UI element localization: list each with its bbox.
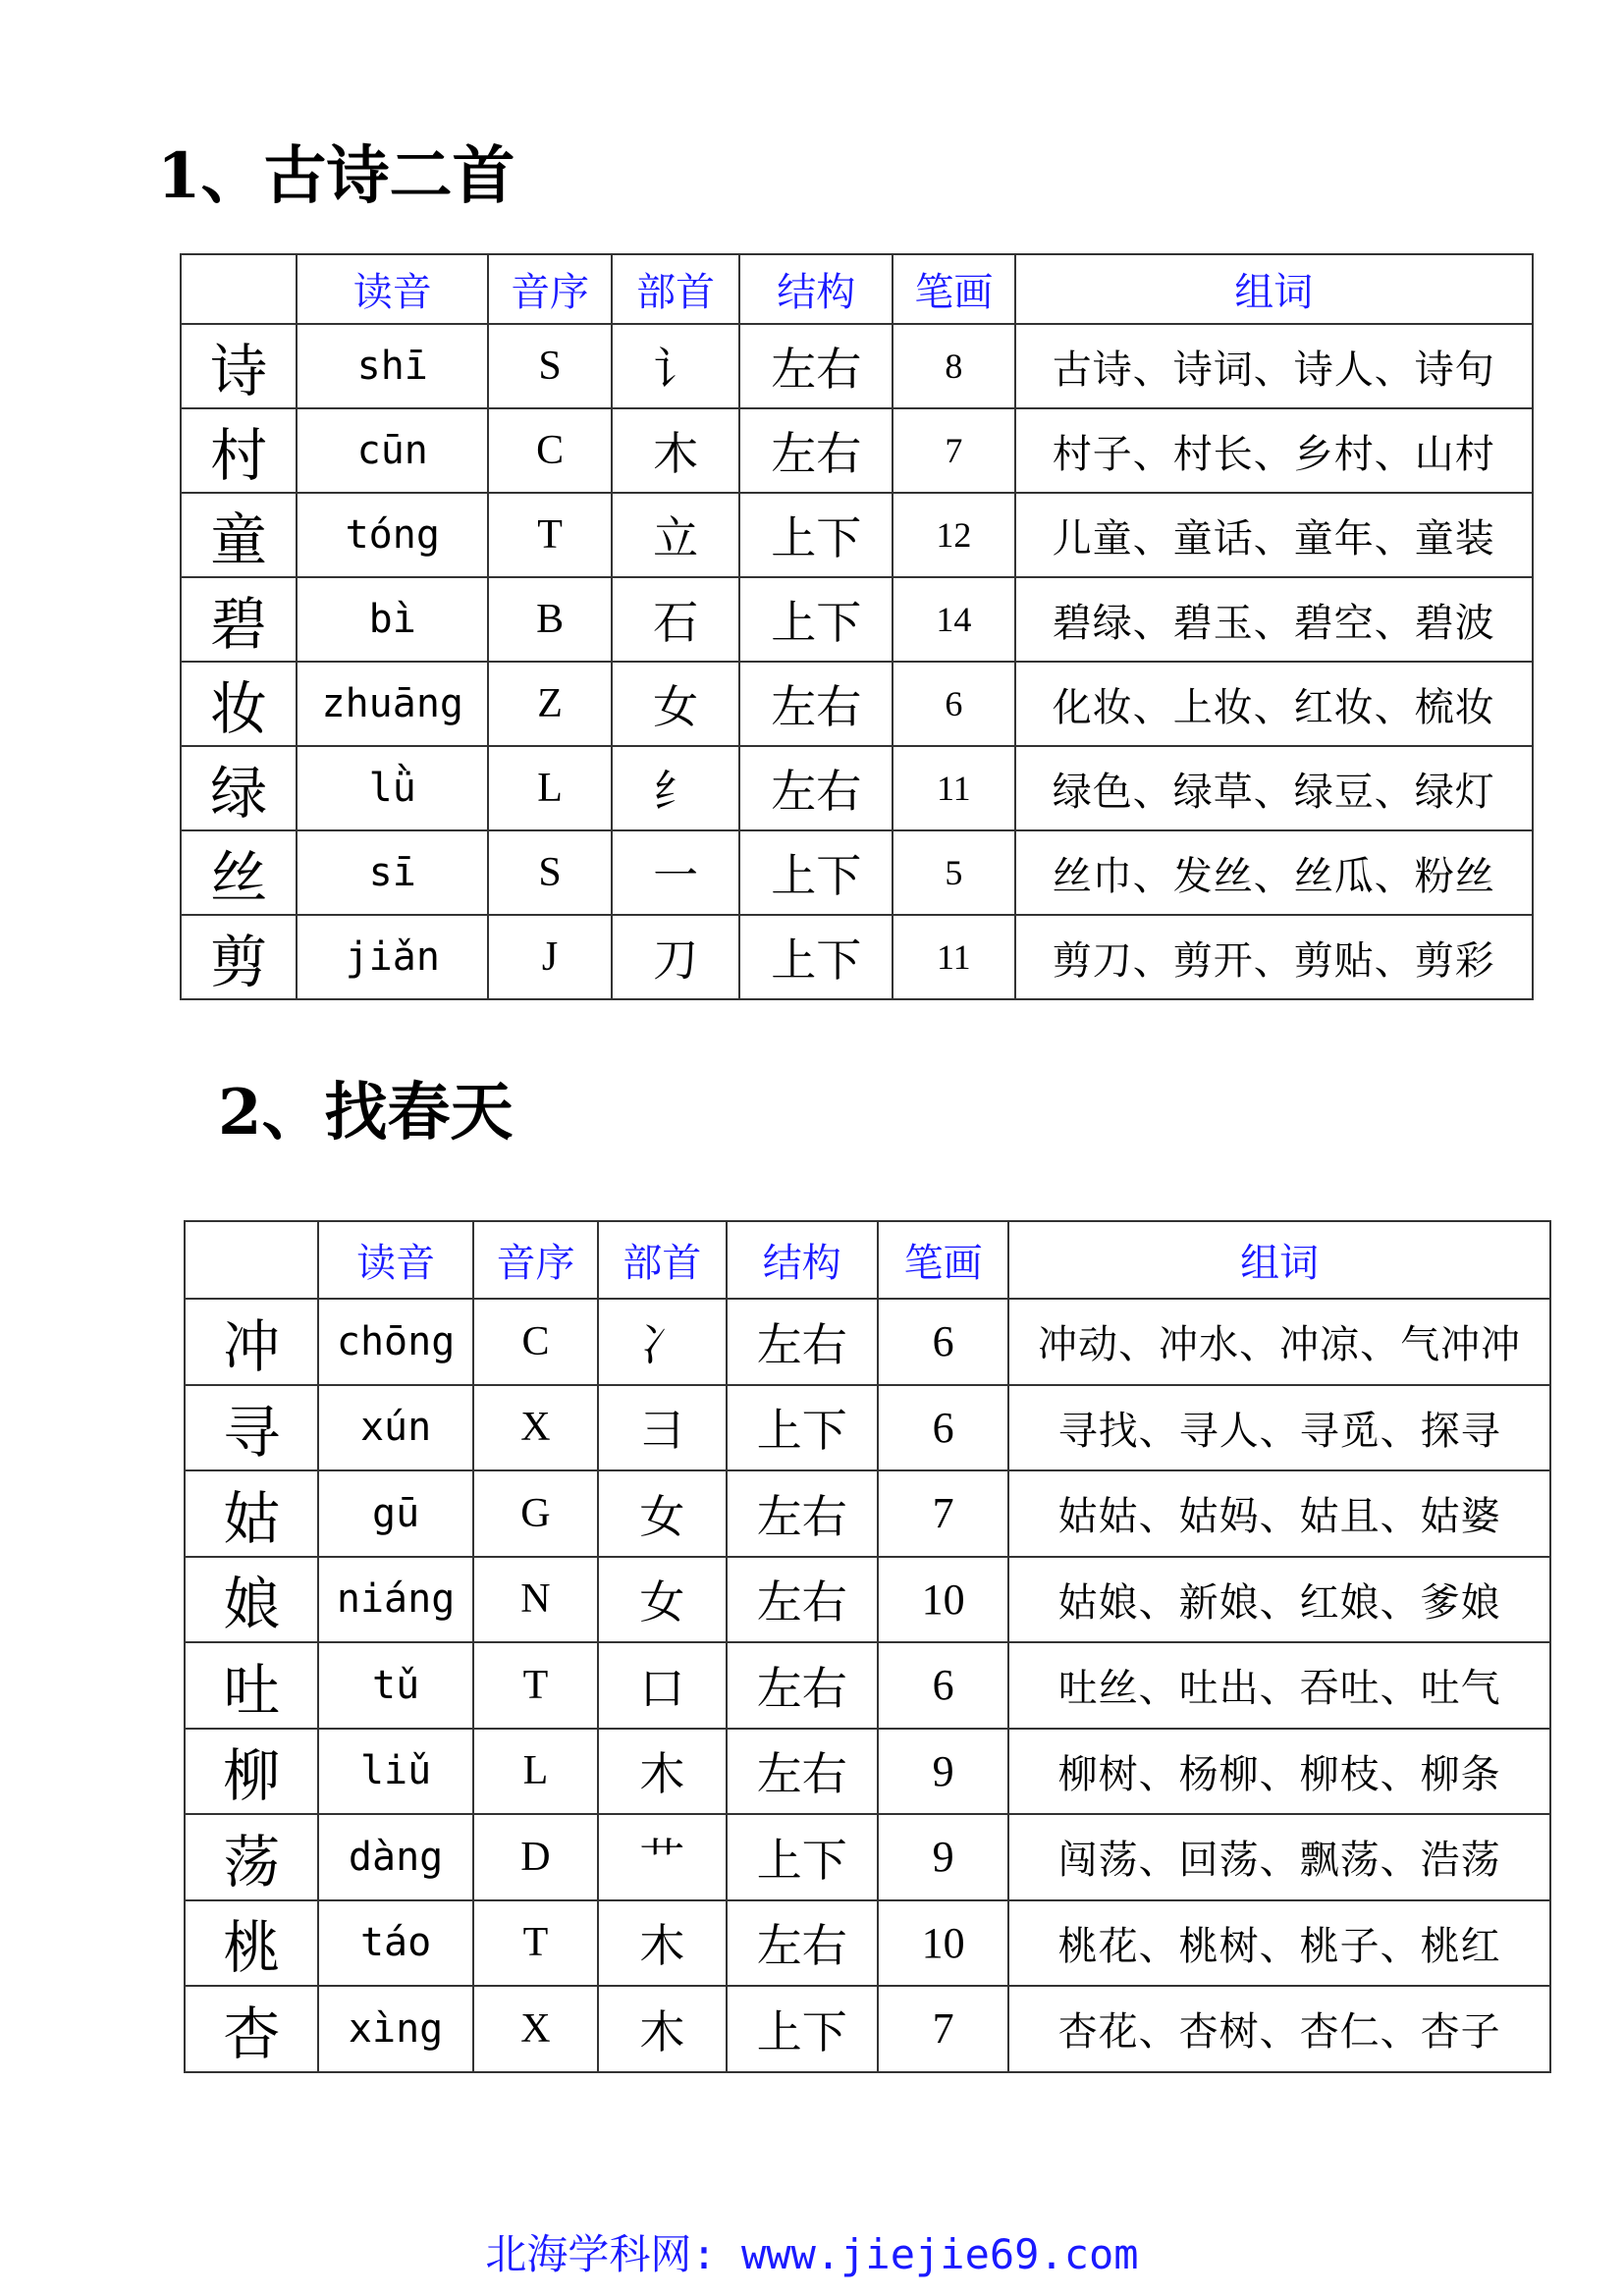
words-cell: 丝巾、发丝、丝瓜、粉丝 xyxy=(1015,830,1533,915)
pinyin-cell: cūn xyxy=(297,408,488,493)
table-row xyxy=(181,493,1533,577)
radical-cell: 纟 xyxy=(612,746,739,830)
strokes-cell: 9 xyxy=(878,1729,1008,1815)
table-row xyxy=(185,1385,1550,1471)
radical-cell: 艹 xyxy=(598,1814,726,1900)
order-cell: D xyxy=(473,1814,598,1900)
words-cell: 儿童、童话、童年、童装 xyxy=(1015,493,1533,577)
radical-cell: 冫 xyxy=(598,1299,726,1385)
pinyin-cell: tǔ xyxy=(318,1642,472,1729)
pinyin-cell: bì xyxy=(297,577,488,662)
pinyin-cell: niáng xyxy=(318,1557,472,1643)
table-row xyxy=(181,662,1533,746)
radical-cell: 刀 xyxy=(612,915,739,999)
strokes-cell: 12 xyxy=(893,493,1014,577)
char-cell: 冲 xyxy=(185,1299,318,1385)
pinyin-cell: zhuāng xyxy=(297,662,488,746)
header-pinyin: 读音 xyxy=(318,1221,472,1299)
order-cell: C xyxy=(473,1299,598,1385)
order-cell: B xyxy=(488,577,612,662)
order-cell: S xyxy=(488,324,612,408)
char-cell: 柳 xyxy=(185,1729,318,1815)
order-cell: N xyxy=(473,1557,598,1643)
char-cell: 娘 xyxy=(185,1557,318,1643)
structure-cell: 上下 xyxy=(727,1814,878,1900)
order-cell: X xyxy=(473,1986,598,2072)
char-cell: 诗 xyxy=(181,324,297,408)
radical-cell: 一 xyxy=(612,830,739,915)
table-row xyxy=(181,746,1533,830)
header-radical: 部首 xyxy=(598,1221,726,1299)
structure-cell: 左右 xyxy=(727,1299,878,1385)
table-row xyxy=(181,324,1533,408)
section-title-1: 1、古诗二首 xyxy=(157,139,515,213)
words-cell: 剪刀、剪开、剪贴、剪彩 xyxy=(1015,915,1533,999)
strokes-cell: 10 xyxy=(878,1557,1008,1643)
table-row xyxy=(185,1470,1550,1557)
structure-cell: 上下 xyxy=(739,830,893,915)
words-cell: 姑姑、姑妈、姑且、姑婆 xyxy=(1008,1470,1550,1557)
strokes-cell: 7 xyxy=(893,408,1014,493)
order-cell: L xyxy=(488,746,612,830)
words-cell: 冲动、冲水、冲凉、气冲冲 xyxy=(1008,1299,1550,1385)
words-cell: 杏花、杏树、杏仁、杏子 xyxy=(1008,1986,1550,2072)
words-cell: 吐丝、吐出、吞吐、吐气 xyxy=(1008,1642,1550,1729)
header-words: 组词 xyxy=(1008,1221,1550,1299)
pinyin-cell: tóng xyxy=(297,493,488,577)
pinyin-cell: chōng xyxy=(318,1299,472,1385)
order-cell: L xyxy=(473,1729,598,1815)
table-row xyxy=(181,915,1533,999)
pinyin-cell: gū xyxy=(318,1470,472,1557)
char-cell: 碧 xyxy=(181,577,297,662)
words-cell: 碧绿、碧玉、碧空、碧波 xyxy=(1015,577,1533,662)
char-cell: 吐 xyxy=(185,1642,318,1729)
radical-cell: 讠 xyxy=(612,324,739,408)
strokes-cell: 6 xyxy=(878,1299,1008,1385)
header-pinyin: 读音 xyxy=(297,254,488,324)
pinyin-cell: sī xyxy=(297,830,488,915)
structure-cell: 左右 xyxy=(727,1470,878,1557)
header-order: 音序 xyxy=(488,254,612,324)
pinyin-cell: liǔ xyxy=(318,1729,472,1815)
order-cell: X xyxy=(473,1385,598,1471)
radical-cell: 木 xyxy=(598,1900,726,1987)
structure-cell: 上下 xyxy=(727,1385,878,1471)
radical-cell: 石 xyxy=(612,577,739,662)
footer-site-link[interactable]: 北海学科网: www.jiejie69.com xyxy=(485,2230,1139,2278)
words-cell: 古诗、诗词、诗人、诗句 xyxy=(1015,324,1533,408)
header-blank xyxy=(185,1221,318,1299)
structure-cell: 上下 xyxy=(739,915,893,999)
table-row xyxy=(185,1729,1550,1815)
table-row xyxy=(181,830,1533,915)
table-row xyxy=(185,1986,1550,2072)
radical-cell: 木 xyxy=(612,408,739,493)
structure-cell: 上下 xyxy=(739,493,893,577)
strokes-cell: 7 xyxy=(878,1986,1008,2072)
order-cell: T xyxy=(473,1900,598,1987)
header-blank xyxy=(181,254,297,324)
char-cell: 杏 xyxy=(185,1986,318,2072)
header-words: 组词 xyxy=(1015,254,1533,324)
order-cell: T xyxy=(488,493,612,577)
pinyin-cell: táo xyxy=(318,1900,472,1987)
structure-cell: 左右 xyxy=(727,1557,878,1643)
structure-cell: 左右 xyxy=(739,746,893,830)
structure-cell: 左右 xyxy=(739,324,893,408)
pinyin-cell: dàng xyxy=(318,1814,472,1900)
strokes-cell: 11 xyxy=(893,746,1014,830)
char-cell: 剪 xyxy=(181,915,297,999)
character-table-2 xyxy=(184,1220,1551,2073)
pinyin-cell: xìng xyxy=(318,1986,472,2072)
order-cell: G xyxy=(473,1470,598,1557)
strokes-cell: 9 xyxy=(878,1814,1008,1900)
strokes-cell: 7 xyxy=(878,1470,1008,1557)
table-header-row xyxy=(181,254,1533,324)
table-row xyxy=(185,1642,1550,1729)
char-cell: 村 xyxy=(181,408,297,493)
radical-cell: 立 xyxy=(612,493,739,577)
order-cell: Z xyxy=(488,662,612,746)
order-cell: C xyxy=(488,408,612,493)
header-structure: 结构 xyxy=(727,1221,878,1299)
words-cell: 柳树、杨柳、柳枝、柳条 xyxy=(1008,1729,1550,1815)
header-strokes: 笔画 xyxy=(878,1221,1008,1299)
words-cell: 寻找、寻人、寻觅、探寻 xyxy=(1008,1385,1550,1471)
pinyin-cell: lǜ xyxy=(297,746,488,830)
strokes-cell: 10 xyxy=(878,1900,1008,1987)
table-row xyxy=(185,1557,1550,1643)
pinyin-cell: shī xyxy=(297,324,488,408)
table-row xyxy=(181,408,1533,493)
strokes-cell: 6 xyxy=(893,662,1014,746)
structure-cell: 上下 xyxy=(727,1986,878,2072)
structure-cell: 左右 xyxy=(739,408,893,493)
strokes-cell: 6 xyxy=(878,1385,1008,1471)
radical-cell: 木 xyxy=(598,1729,726,1815)
table-header-row xyxy=(185,1221,1550,1299)
header-structure: 结构 xyxy=(739,254,893,324)
char-cell: 丝 xyxy=(181,830,297,915)
strokes-cell: 11 xyxy=(893,915,1014,999)
radical-cell: 木 xyxy=(598,1986,726,2072)
table-row xyxy=(185,1900,1550,1987)
char-cell: 妆 xyxy=(181,662,297,746)
strokes-cell: 14 xyxy=(893,577,1014,662)
char-cell: 姑 xyxy=(185,1470,318,1557)
strokes-cell: 6 xyxy=(878,1642,1008,1729)
words-cell: 桃花、桃树、桃子、桃红 xyxy=(1008,1900,1550,1987)
radical-cell: 女 xyxy=(598,1470,726,1557)
structure-cell: 左右 xyxy=(727,1642,878,1729)
order-cell: T xyxy=(473,1642,598,1729)
radical-cell: 女 xyxy=(612,662,739,746)
pinyin-cell: jiǎn xyxy=(297,915,488,999)
order-cell: S xyxy=(488,830,612,915)
structure-cell: 上下 xyxy=(739,577,893,662)
words-cell: 化妆、上妆、红妆、梳妆 xyxy=(1015,662,1533,746)
radical-cell: 彐 xyxy=(598,1385,726,1471)
table-row xyxy=(181,577,1533,662)
structure-cell: 左右 xyxy=(739,662,893,746)
header-order: 音序 xyxy=(473,1221,598,1299)
words-cell: 村子、村长、乡村、山村 xyxy=(1015,408,1533,493)
char-cell: 荡 xyxy=(185,1814,318,1900)
radical-cell: 口 xyxy=(598,1642,726,1729)
character-table-1 xyxy=(180,253,1534,1000)
words-cell: 闯荡、回荡、飘荡、浩荡 xyxy=(1008,1814,1550,1900)
header-radical: 部首 xyxy=(612,254,739,324)
table-row xyxy=(185,1299,1550,1385)
char-cell: 童 xyxy=(181,493,297,577)
words-cell: 绿色、绿草、绿豆、绿灯 xyxy=(1015,746,1533,830)
order-cell: J xyxy=(488,915,612,999)
pinyin-cell: xún xyxy=(318,1385,472,1471)
char-cell: 寻 xyxy=(185,1385,318,1471)
char-cell: 绿 xyxy=(181,746,297,830)
structure-cell: 左右 xyxy=(727,1900,878,1987)
char-cell: 桃 xyxy=(185,1900,318,1987)
words-cell: 姑娘、新娘、红娘、爹娘 xyxy=(1008,1557,1550,1643)
header-strokes: 笔画 xyxy=(893,254,1014,324)
radical-cell: 女 xyxy=(598,1557,726,1643)
strokes-cell: 8 xyxy=(893,324,1014,408)
strokes-cell: 5 xyxy=(893,830,1014,915)
section-title-2: 2、找春天 xyxy=(218,1076,514,1149)
structure-cell: 左右 xyxy=(727,1729,878,1815)
table-row xyxy=(185,1814,1550,1900)
